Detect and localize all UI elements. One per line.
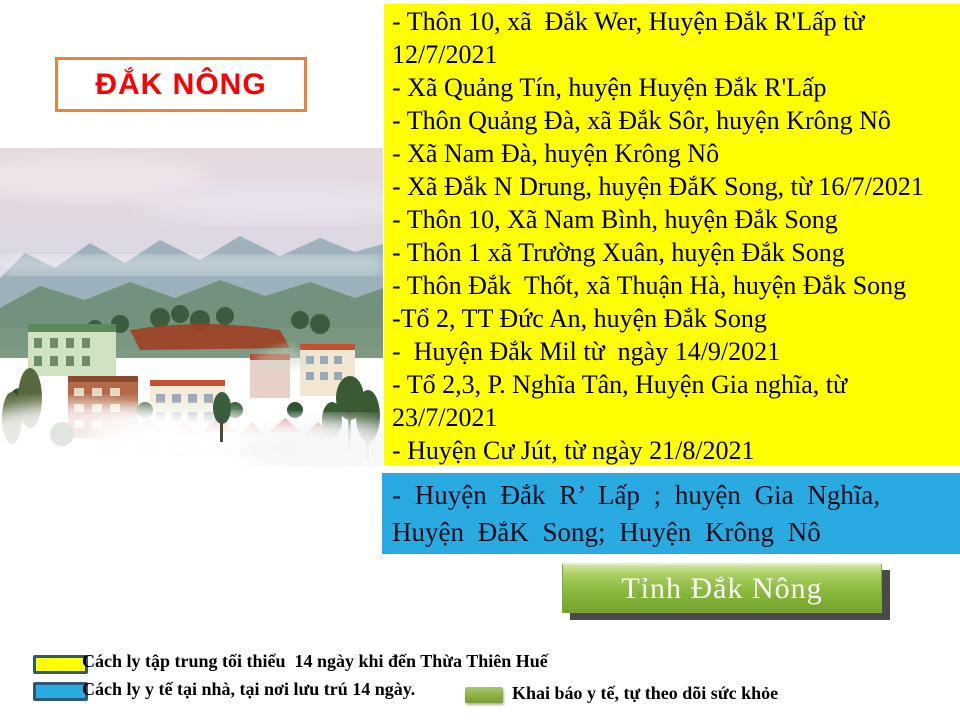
province-button[interactable] [562, 563, 882, 613]
list-item: - Thôn 10, Xã Nam Bình, huyện Đắk Song [392, 205, 838, 234]
list-item: - Tổ 2,3, P. Nghĩa Tân, Huyện Gia nghĩa, từ 23/7/2021 [392, 370, 854, 432]
legend-label-home-quarantine: Cách ly y tế tại nhà, tại nơi lưu trú 14 ngày. [82, 679, 416, 699]
list-item: - Thôn Quảng Đà, xã Đắk Sôr, huyện Krông Nô [392, 106, 891, 135]
green-swatch [465, 687, 503, 703]
yellow-swatch [33, 655, 88, 674]
blue-swatch [33, 682, 88, 701]
quarantine-locations-panel [384, 4, 960, 465]
province-title: ĐẮK NÔNG [95, 67, 267, 101]
home-quarantine-districts-panel [382, 473, 960, 554]
list-item: - Thôn 1 xã Trường Xuân, huyện Đắk Song [392, 238, 845, 267]
list-item: - Huyện Đắk Mil từ ngày 14/9/2021 [392, 337, 781, 366]
province-title-box [55, 57, 307, 112]
list-item: - Thôn Đắk Thốt, xã Thuận Hà, huyện Đắk Song [392, 271, 907, 300]
list-item: - Xã Đắk N Drung, huyện ĐắK Song, từ 16/7/2021 [392, 172, 924, 201]
list-item: - Xã Quảng Tín, huyện Huyện Đắk R'Lấp [392, 73, 827, 102]
list-item: - Xã Nam Đà, huyện Krông Nô [392, 139, 720, 168]
town-landscape-image [0, 148, 383, 467]
province-button-label: Tỉnh Đắk Nông [621, 571, 823, 605]
province-photo [0, 148, 383, 467]
list-item: - Thôn 10, xã Đắk Wer, Huyện Đắk R'Lấp từ 12/7/2021 [392, 7, 871, 69]
legend-label-health-declaration: Khai báo y tế, tự theo dõi sức khỏe [512, 683, 779, 703]
list-item: - Huyện Cư Jút, từ ngày 21/8/2021 [392, 436, 755, 465]
list-item: -Tổ 2, TT Đức An, huyện Đắk Song [392, 304, 767, 333]
legend-label-centralized-quarantine: Cách ly tập trung tối thiểu 14 ngày khi đến Thừa Thiên Huế [82, 651, 548, 671]
districts-text: - Huyện Đắk R’ Lấp ; huyện Gia Nghĩa, Huyện ĐắK Song; Huyện Krông Nô [392, 480, 894, 547]
